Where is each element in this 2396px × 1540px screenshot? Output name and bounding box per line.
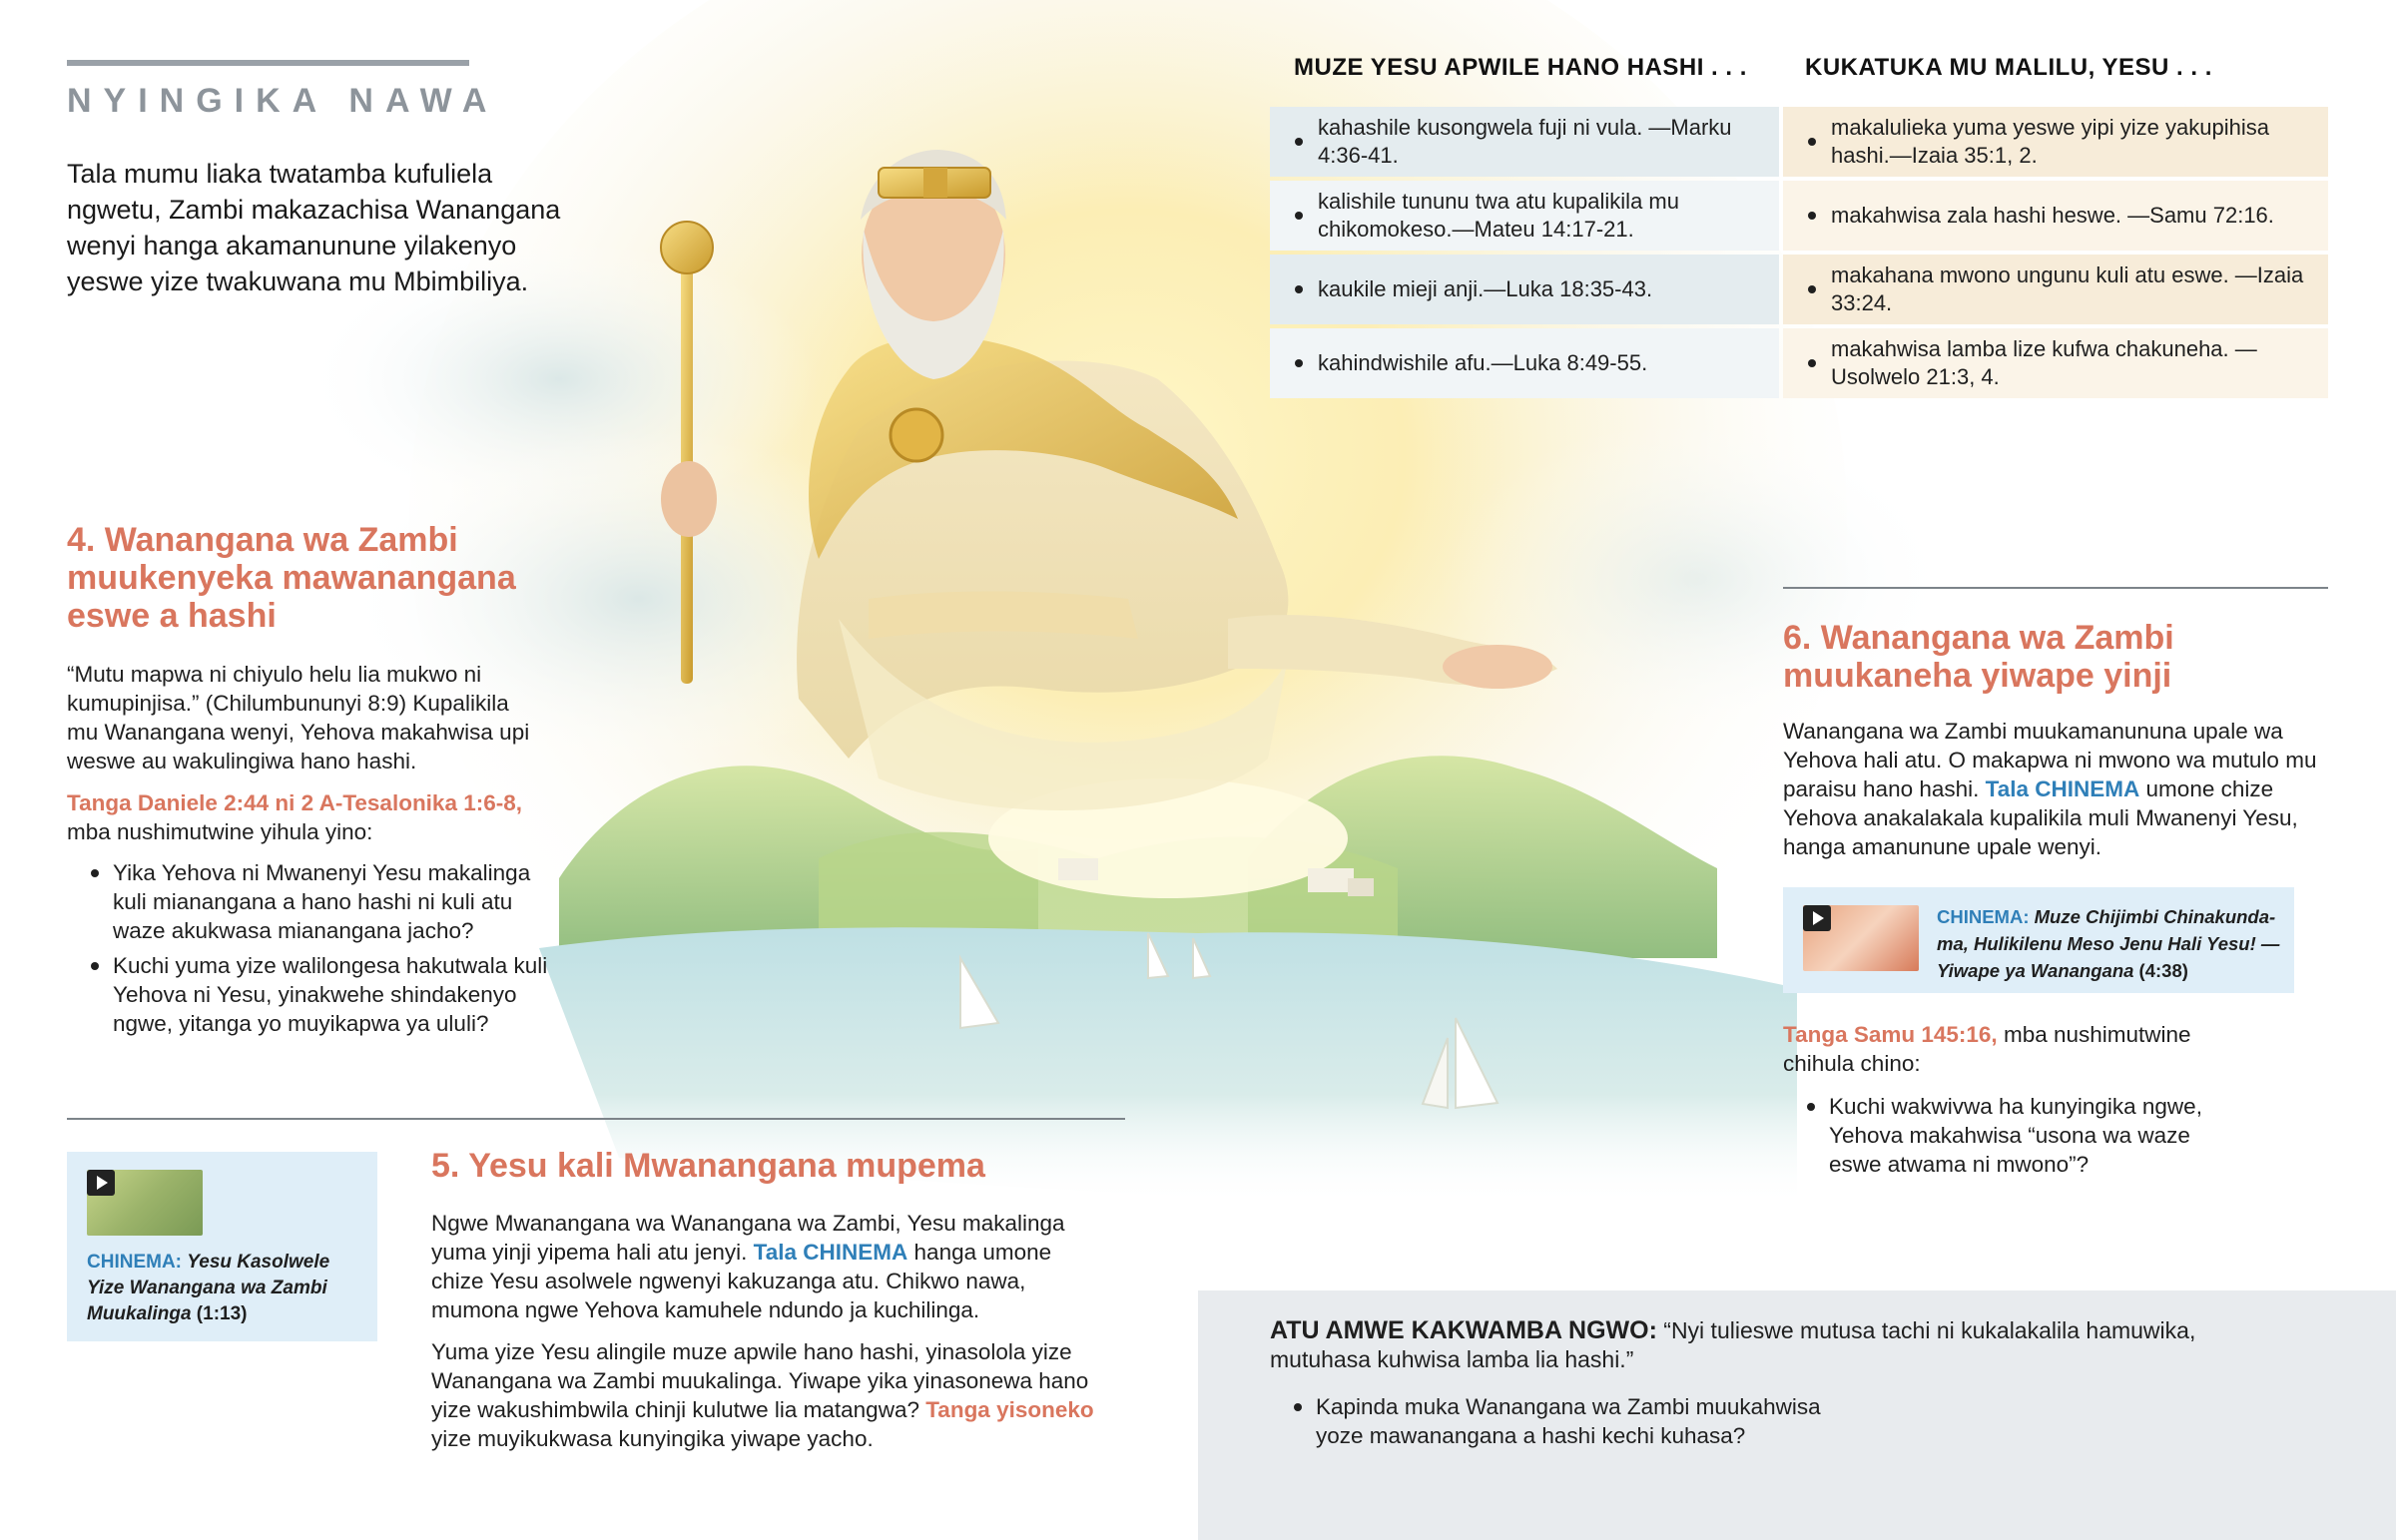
section-5-read-scriptures-link[interactable]: Tanga yisoneko	[925, 1397, 1094, 1422]
table-left-row-1: kahashile kusongwela fuji ni vula. —Marku 4:36-41.	[1270, 107, 1779, 177]
section-4-questions	[67, 858, 556, 1044]
some-say-quote: “Nyi tulieswe mutusa tachi ni kukalakalila hamuwika, mutuhasa kuhwisa lamba lia hashi.”	[1270, 1317, 2196, 1372]
section-5-p2-text: Yuma yize Yesu alingile muze apwile hano hashi, yinasolola yize Wanangana wa Zambi muukalinga. Yiwape yika yinasonewa hano yize wakushimbwila chinji kulutwe lia matangwa?	[431, 1339, 1089, 1422]
play-icon[interactable]	[87, 1170, 115, 1196]
section-6-rule	[1783, 587, 2328, 589]
section-4-reading	[67, 788, 566, 846]
section-5-paragraph-2	[431, 1337, 1100, 1453]
section-4-question-1: Yika Yehova ni Mwanenyi Yesu makalinga kuli mianangana a hano hashi ni kuli atu waze akukwasa mianangana jacho?	[67, 858, 556, 945]
section-6-p1-text-b: umone chize Yehova anakalakala kupalikila muli Mwanenyi Yesu, hanga amanunune upale wenyi.	[1783, 776, 2298, 859]
section-5-p1-text: Ngwe Mwanangana wa Wanangana wa Zambi, Yesu makalinga yuma yinji yipema hali atu jenyi.	[431, 1211, 1065, 1265]
some-say-box	[1198, 1290, 2396, 1540]
some-say-question: Kapinda muka Wanangana wa Zambi muukahwisa yoze mawanangana a hashi kechi kuhasa?	[1270, 1392, 1869, 1450]
section-6-video-caption	[1937, 903, 2286, 984]
table-right-row-2: makahwisa zala hashi heswe. —Samu 72:16.	[1783, 181, 2328, 251]
section-6-p1-text: Wanangana wa Zambi muukamanununa upale wa Yehova hali atu. O makapwa ni mwono wa mutulo mu paraisu hano hashi.	[1783, 719, 2317, 801]
table-left-heading: MUZE YESU APWILE HANO HASHI . . .	[1294, 54, 1747, 81]
section-5-watch-video-link[interactable]: Tala CHINEMA	[753, 1240, 908, 1265]
section-6-scripture-link[interactable]: Tanga Samu 145:16,	[1783, 1022, 1998, 1047]
section-divider	[67, 1118, 1125, 1120]
section-4-question-2: Kuchi yuma yize walilongesa hakutwala kuli Yehova ni Yesu, yinakwehe shindakenyo ngwe, yitanga yo muyikapwa ya ululi?	[67, 951, 556, 1038]
video-time: (4:38)	[2138, 960, 2188, 981]
video-title[interactable]: Muze Chijimbi Chinakunda-ma, Hulikilenu Meso Jenu Hali Yesu! —Yiwape ya Wanangana	[1937, 906, 2280, 981]
section-6-heading: 6. Wanangana wa Zambi muukaneha yiwape yinji	[1783, 619, 2174, 695]
table-right-row-4: makahwisa lamba lize kufwa chakuneha. —Usolwelo 21:3, 4.	[1783, 328, 2328, 398]
play-icon[interactable]	[1803, 905, 1831, 931]
table-left-row-3: kaukile mieji anji.—Luka 18:35-43.	[1270, 255, 1779, 324]
section-6-video-box[interactable]	[1783, 887, 2294, 993]
section-6-paragraph	[1783, 717, 2322, 861]
section-4-reading-rest: mba nushimutwine yihula yino:	[67, 819, 373, 844]
table-right-row-1: makalulieka yuma yeswe yipi yize yakupihisa hashi.—Izaia 35:1, 2.	[1783, 107, 2328, 177]
video-label: CHINEMA:	[87, 1252, 182, 1273]
section-4-quote: “Mutu mapwa ni chiyulo helu lia mukwo ni kumupinjisa.” (Chilumbununyi 8:9) Kupalikila mu Wanangana wenyi, Yehova makahwisa upi weswe au wakulingiwa hano hashi.	[67, 662, 530, 773]
section-6-questions	[1783, 1092, 2232, 1185]
section-4-scripture-link[interactable]: Tanga Daniele 2:44 ni 2 A-Tesalonika 1:6-8,	[67, 790, 522, 815]
some-say-text	[1270, 1316, 2268, 1374]
section-6-watch-video-link[interactable]: Tala CHINEMA	[1985, 776, 2140, 801]
some-say-questions	[1270, 1392, 1869, 1456]
section-5-video-caption	[87, 1250, 366, 1327]
section-5-p1-text-b: hanga umone chize Yesu asolwele ngwenyi kakuzanga atu. Chikwo nawa, mumona ngwe Yehova kamuhele ndundo ja kuchilinga.	[431, 1240, 1052, 1322]
table-left-row-4: kahindwishile afu.—Luka 8:49-55.	[1270, 328, 1779, 398]
video-label: CHINEMA:	[1937, 906, 2030, 927]
intro-paragraph: Tala mumu liaka twatamba kufuliela ngwetu, Zambi makazachisa Wanangana wenyi hanga akamanunune yilakenyo yeswe yize twakuwana mu Mbimbiliya.	[67, 159, 561, 296]
section-6-reading-rest: mba nushimutwine chihula chino:	[1783, 1022, 2191, 1076]
section-5-paragraph-1	[431, 1209, 1080, 1324]
some-say-label: ATU AMWE KAKWAMBA NGWO:	[1270, 1316, 1657, 1344]
section-6-question: Kuchi wakwivwa ha kunyingika ngwe, Yehova makahwisa “usona wa waze eswe atwama ni mwono”?	[1783, 1092, 2232, 1179]
section-label: NYINGIKA NAWA	[67, 82, 499, 120]
header-rule	[67, 60, 469, 66]
section-5-video-box[interactable]	[67, 1152, 377, 1341]
video-time: (1:13)	[196, 1303, 248, 1324]
section-4-heading: 4. Wanangana wa Zambi muukenyeka mawanangana eswe a hashi	[67, 521, 516, 635]
table-right-heading: KUKATUKA MU MALILU, YESU . . .	[1805, 54, 2212, 81]
table-left-row-2: kalishile tununu twa atu kupalikila mu chikomokeso.—Mateu 14:17-21.	[1270, 181, 1779, 251]
section-6-reading	[1783, 1020, 2242, 1078]
section-5-p2-text-b: yize muyikukwasa kunyingika yiwape yacho.	[431, 1426, 874, 1451]
section-5-heading: 5. Yesu kali Mwanangana mupema	[431, 1147, 985, 1185]
video-title[interactable]: Yesu Kasolwele Yize Wanangana wa Zambi Muukalinga	[87, 1252, 330, 1324]
table-right-row-3: makahana mwono ungunu kuli atu eswe. —Izaia 33:24.	[1783, 255, 2328, 324]
